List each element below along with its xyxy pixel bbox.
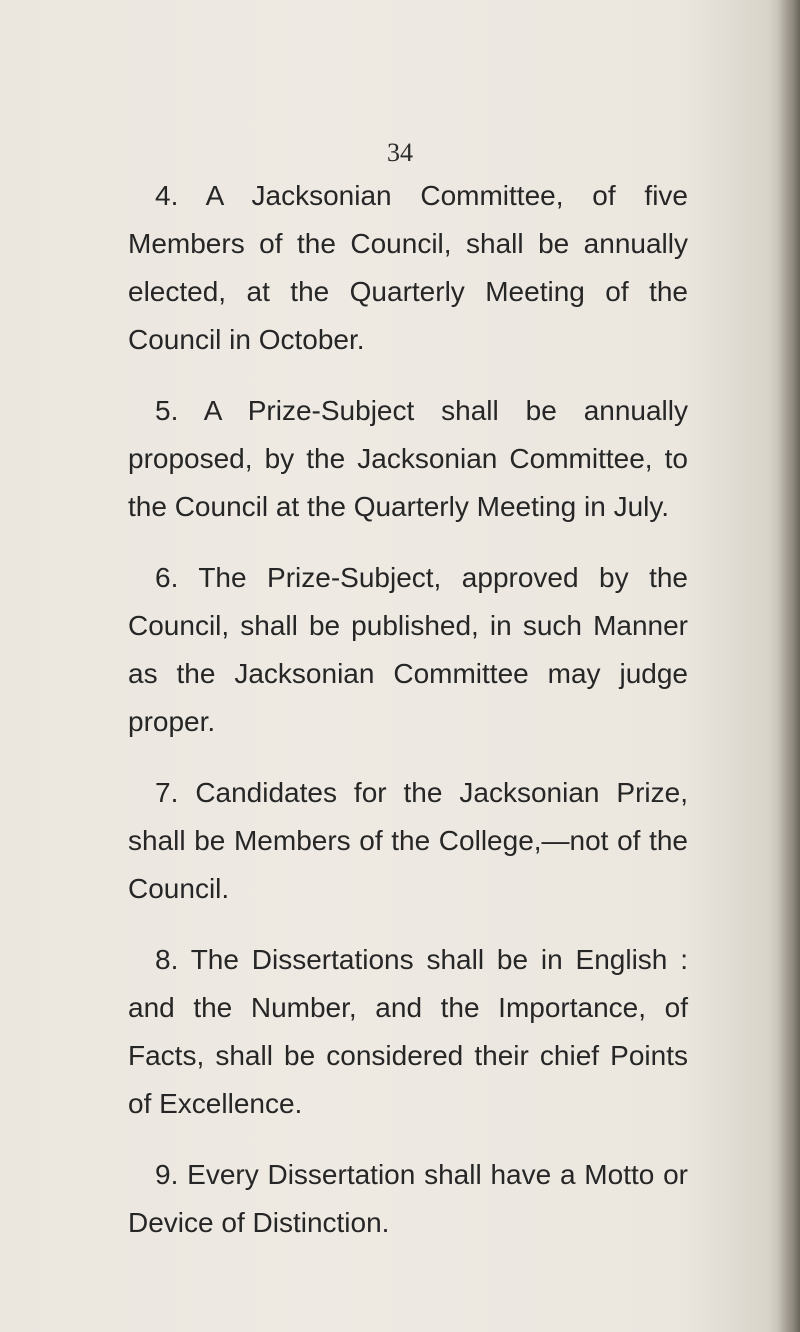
paragraph-4 — [128, 172, 688, 364]
paragraph-8 — [128, 936, 688, 1128]
paragraph-5 — [128, 387, 688, 531]
paragraph-7 — [128, 769, 688, 913]
paragraph-number: 8. — [155, 944, 179, 975]
paragraph-9 — [128, 1151, 688, 1247]
page-number: 34 — [387, 138, 413, 167]
paragraph-number: 6. — [155, 562, 179, 593]
page-body — [128, 172, 688, 1270]
paragraph-number: 9. — [155, 1159, 179, 1190]
paragraph-text: Every Dissertation shall have a Motto or Device of Distinction. — [128, 1159, 688, 1238]
paragraph-text: A Prize-Subject shall be annually proposed, by the Jacksonian Committee, to the Council at the Quarterly Meeting in July. — [128, 395, 688, 522]
paragraph-text: The Dissertations shall be in English : and the Number, and the Importance, of Facts, shall be considered their chief Points of Excellence. — [128, 944, 688, 1119]
paragraph-text: A Jacksonian Committee, of five Members of the Council, shall be annually elected, at the Quarterly Meeting of the Council in October. — [128, 180, 688, 355]
page-edge-shadow — [778, 0, 800, 1332]
paragraph-number: 7. — [155, 777, 179, 808]
paragraph-number: 4. — [155, 180, 179, 211]
paragraph-text: Candidates for the Jacksonian Prize, shall be Members of the College,—not of the Council. — [128, 777, 689, 904]
paragraph-number: 5. — [155, 395, 179, 426]
paragraph-text: The Prize-Subject, approved by the Council, shall be published, in such Manner as the Jacksonian Committee may judge proper. — [128, 562, 688, 737]
paragraph-6 — [128, 554, 688, 746]
